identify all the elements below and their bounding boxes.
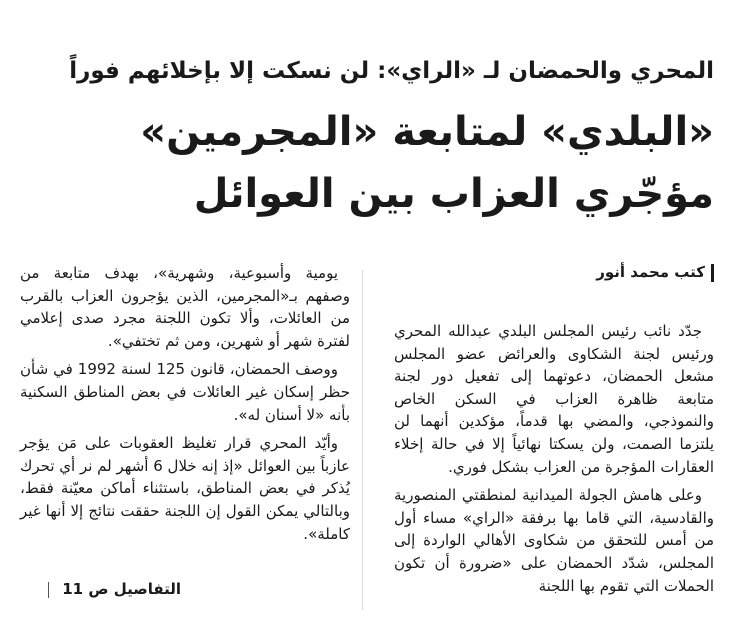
main-headline-line-1: «البلدي» لمتابعة «المجرمين»: [140, 109, 714, 155]
byline-bar: [711, 264, 714, 282]
byline-text: كتب محمد أنور: [596, 263, 705, 281]
article-column-left: [20, 262, 350, 551]
article-column-right: [394, 320, 714, 603]
byline: [404, 260, 714, 284]
paragraph: يومية وأسبوعية، وشهرية»، بهدف متابعة من وصفهم بـ«المجرمين، الذين يؤجرون العزاب بالقرب من العائلات، وألا تكون اللجنة مجرد صدى إعلامي لفترة شهر أو شهرين، ومن ثم تختفي».: [20, 264, 350, 350]
kicker-headline: المحري والحمضان لـ «الراي»: لن نسكت إلا بإخلائهم فوراً: [69, 58, 714, 84]
paragraph: ووصف الحمضان، قانون 125 لسنة 1992 في شأن حظر إسكان غير العائلات في بعض المناطق السكنية بأنه «لا أسنان له».: [20, 360, 350, 424]
continuation-footer: [40, 578, 181, 600]
main-headline-line-2: مؤجّري العزاب بين العوائل: [193, 171, 714, 217]
paragraph: وعلى هامش الجولة الميدانية لمنطقتي المنصورية والقادسية، التي قاما بها برفقة «الراي» مساء أول من أمس للتحقق من شكاوى الأهالي الواردة إلى المجلس، شدّد الحمضان على «ضرورة أن تكون الحملات التي تقوم بها اللجنة: [394, 486, 714, 595]
column-divider: [362, 270, 363, 610]
details-label: التفاصيل ص: [88, 580, 182, 598]
footer-divider: [48, 582, 49, 598]
paragraph: وأيّد المحري قرار تغليظ العقوبات على مَن يؤجر عازباً بين العوائل «إذ إنه خلال 6 أشهر لم نر أي تحرك يُذكر في بعض المناطق، باستثناء أماكن معيّنة فقط، وبالتالي يمكن القول إن اللجنة حققت نتائج إلا أنها غير كاملة».: [20, 434, 350, 543]
paragraph: جدّد نائب رئيس المجلس البلدي عبدالله المحري ورئيس لجنة الشكاوى والعرائض عضو المجلس مشعل الحمضان، دعوتهما إلى تفعيل دور لجنة متابعة ظاهرة العزاب في السكن الخاص والنموذجي، والمضي بها قدماً، مؤكدين أنهما لن يلتزما الصمت، ولن يسكتا نهائياً إلا في حالة إخلاء العقارات المؤجرة من العزاب بشكل فوري.: [394, 322, 714, 476]
page-number: 11: [62, 580, 84, 598]
